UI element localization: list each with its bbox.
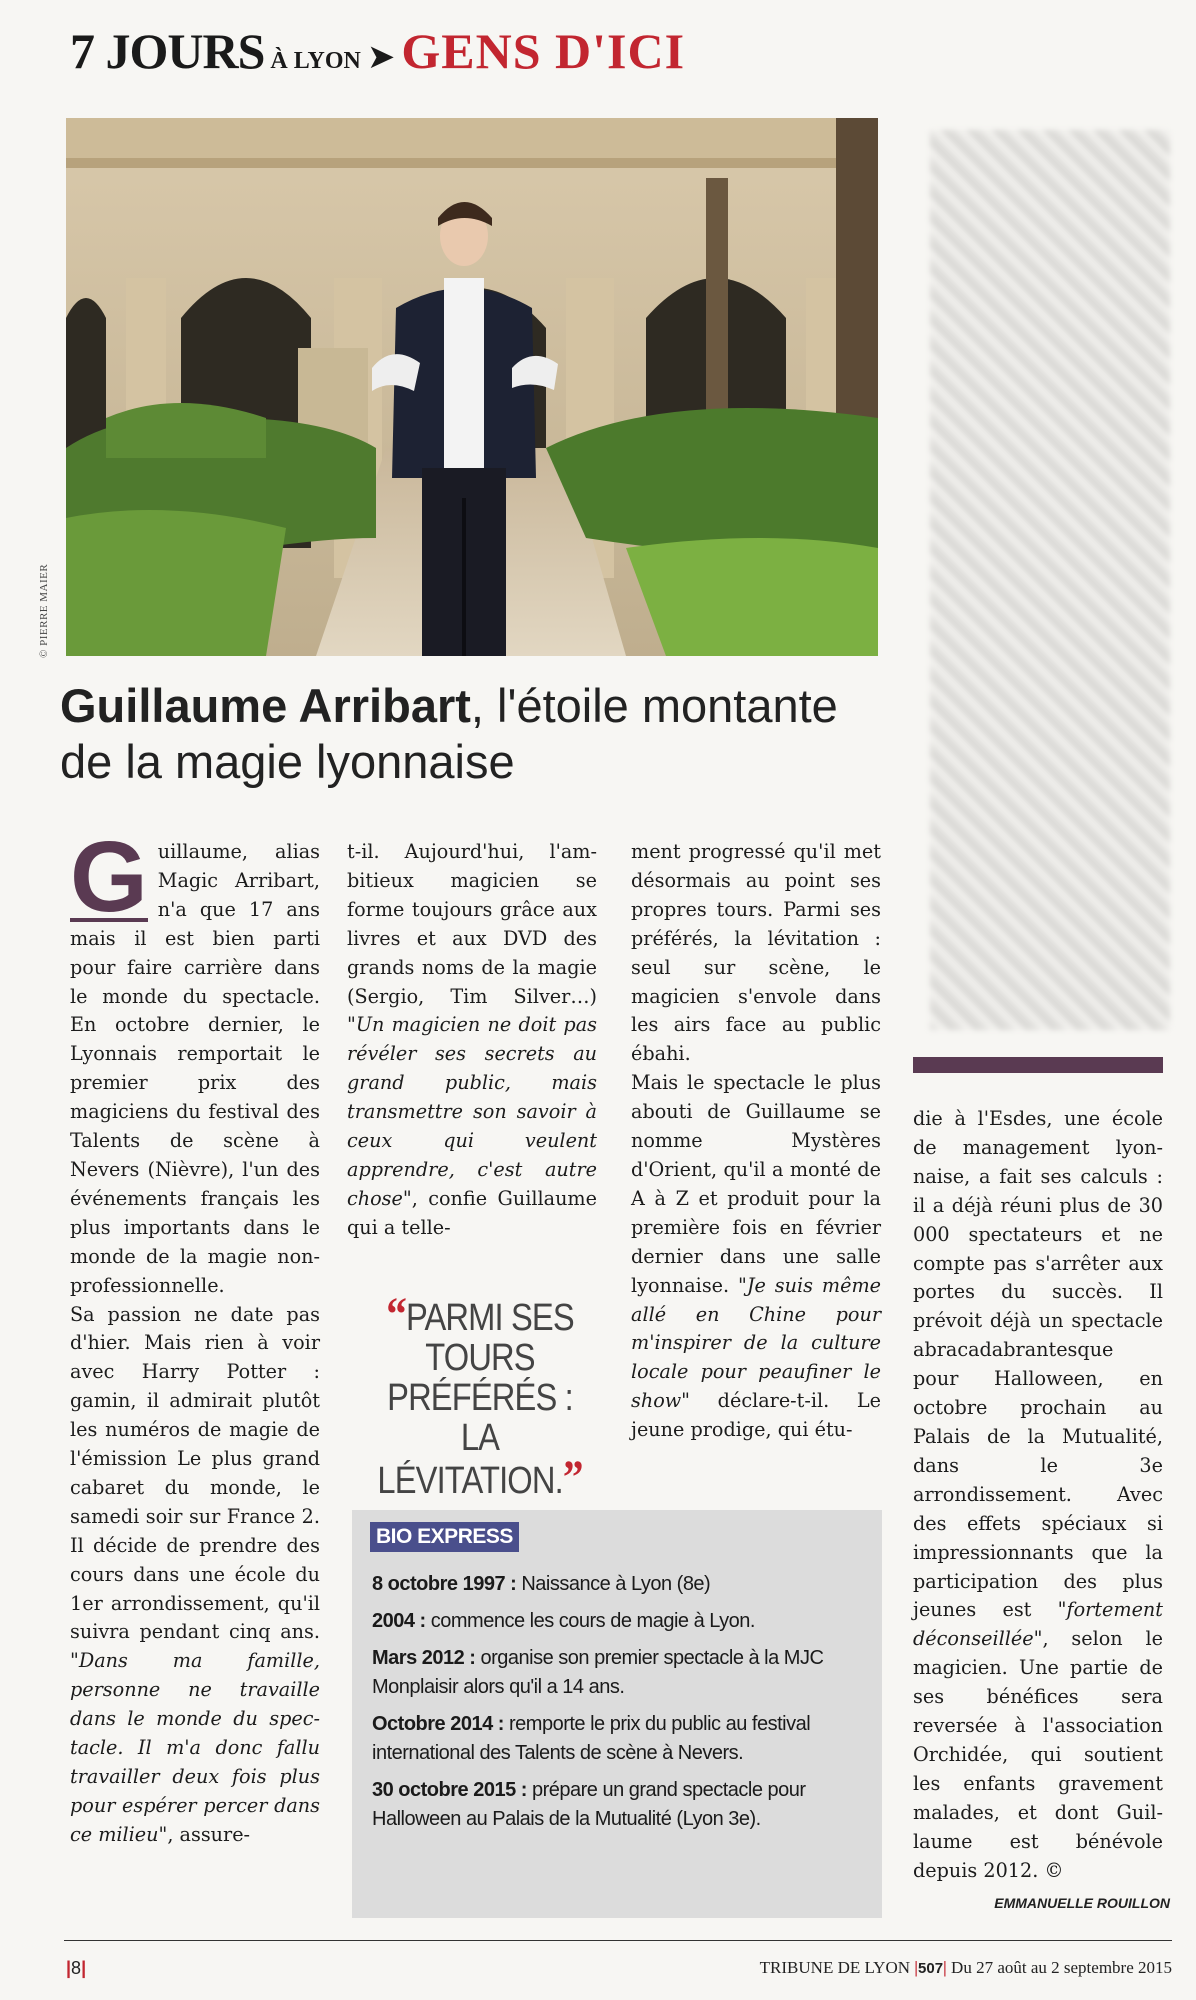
article-photo: [66, 118, 878, 656]
header-section-title: GENS D'ICI: [401, 23, 686, 79]
quote: "Dans ma famille, personne ne travaille dans le monde du spectacle. Il m'a donc fallu travailler deux fois plus pour espérer percer dans ce milieu": [70, 1649, 320, 1846]
quote: "fortement déconseillée": [913, 1598, 1163, 1651]
issue-number: 507: [918, 1960, 944, 1977]
paragraph: ment progressé qu'il met désormais au point ses propres tours. Parmi ses préférés, la lévitation : seul sur scène, le magicien s'envole dans les airs face au public ébahi.: [631, 840, 881, 1066]
bio-entry: Mars 2012 : organise son premier spectacle à la MJC Monplaisir alors qu'il a 14 ans.: [372, 1647, 824, 1698]
article-column-1: [70, 821, 320, 1850]
bio-express-tag: BIO EXPRESS: [370, 1522, 519, 1552]
photo-credit: © PIERRE MAIER: [38, 563, 50, 658]
bio-entry: Octobre 2014 : remporte le prix du public au festival international des Talents de scène à Nevers.: [372, 1713, 811, 1764]
drop-cap: G: [70, 821, 148, 933]
open-quote-icon: “: [386, 1288, 406, 1341]
footer-publication-info: TRIBUNE DE LYON |507| Du 27 août au 2 septembre 2015: [759, 1958, 1172, 1977]
paragraph: Mais le spectacle le plus abouti de Guillaume se nomme Mystères d'Orient, qu'il a monté de A à Z et produit pour la première fois en février dernier dans une salle lyonnaise. "Je suis même allé en Chine pour m'inspirer de la culture locale pour peaufiner le show" déclare-t-il. Le jeune prodige, qui étu-: [631, 1071, 881, 1442]
bio-entry: 30 octobre 2015 : prépare un grand spectacle pour Halloween au Palais de la Mutualité (Lyon 3e).: [372, 1779, 806, 1830]
header-arrow-icon: ➤: [366, 37, 396, 77]
article-column-4: [913, 1105, 1163, 1885]
close-quote-icon: ”: [562, 1451, 583, 1504]
footer-rule: [64, 1940, 1172, 1941]
bio-entry: 8 octobre 1997 : Naissance à Lyon (8e): [372, 1573, 711, 1595]
paragraph: Sa passion ne date pas d'hier. Mais rien à voir avec Harry Potter : gamin, il admirait plutôt les numéros de magie de l'émission Le plus grand cabaret du monde, le samedi soir sur France 2. Il décide de prendre des cours dans une école du 1er arrondissement, qu'il suivra pendant cinq ans. "Dans ma famille, personne ne travaille dans le monde du spectacle. Il m'a donc fallu travailler deux fois plus pour espérer percer dans ce milieu", assure-: [70, 1302, 320, 1846]
quote: "Un magicien ne doit pas révéler ses secrets au grand public, mais transmettre son savoir à ceux qui veulent apprendre, c'est autre chose": [347, 1013, 597, 1210]
paragraph: die à l'Esdes, une école de management lyonnaise, a fait ses calculs : il a déjà réuni plus de 30 000 spectateurs et ne compte pas s'arrêter aux portes du succès. Il prévoit déjà un spectacle abracadabrantesque pour Halloween, en octobre prochain au Palais de la Mutualité, dans le 3e arrondissement. Avec des effets spéciaux si impressionnants que la participation des plus jeunes est "fortement déconseillée", selon le magicien. Une partie de ses bénéfices sera reversée à l'association Orchidée, qui soutient les enfants gravement malades, et dont Guillaume est bénévole depuis 2012. ©: [913, 1107, 1163, 1882]
header-a-lyon: À LYON: [270, 48, 361, 74]
pull-quote: [377, 1288, 583, 1504]
paragraph: G uillaume, alias Magic Arribart, n'a que 17 ans mais il est bien parti pour faire carrière dans le monde du spectacle. En octobre dernier, le Lyonnais remportait le premier prix des magiciens du festival des Talents de scène à Nevers (Nièvre), l'un des événements français les plus importants dans le monde de la magie non-professionnelle.: [70, 821, 320, 1297]
headline-rest: , l'étoile montante de la magie lyonnaise: [60, 679, 838, 788]
article-column-2: [347, 838, 597, 1243]
bio-entry: 2004 : commence les cours de magie à Lyon.: [372, 1610, 755, 1632]
publication-name: TRIBUNE DE LYON: [759, 1958, 911, 1977]
headline-name: Guillaume Arribart: [60, 679, 471, 732]
issue-dates: Du 27 août au 2 septembre 2015: [951, 1958, 1172, 1977]
bio-express-list: [372, 1570, 877, 1842]
quote: "Je suis même allé en Chine pour m'inspirer de la culture locale pour peaufiner le show": [631, 1273, 881, 1413]
paragraph: t-il. Aujourd'hui, l'ambitieux magicien se forme toujours grâce aux livres et aux DVD des grands noms de la magie (Sergio, Tim Silver…) "Un magicien ne doit pas révéler ses secrets au grand public, mais transmettre son savoir à ceux qui veulent apprendre, c'est autre chose", confie Guillaume qui a telle-: [347, 840, 597, 1239]
header-seven-jours: 7 JOURS: [70, 23, 265, 79]
article-headline: [60, 678, 880, 790]
column-accent-bar: [913, 1057, 1163, 1073]
blurred-adjacent-content: [930, 130, 1170, 1030]
pull-quote-text: PARMI SES TOURS PRÉFÉRÉS : LA LÉVITATION.: [377, 1297, 574, 1502]
byline: EMMANUELLE ROUILLON: [994, 1895, 1170, 1911]
page-number: |8|: [66, 1958, 87, 1978]
section-header: [70, 22, 830, 82]
article-column-3: [631, 838, 881, 1445]
